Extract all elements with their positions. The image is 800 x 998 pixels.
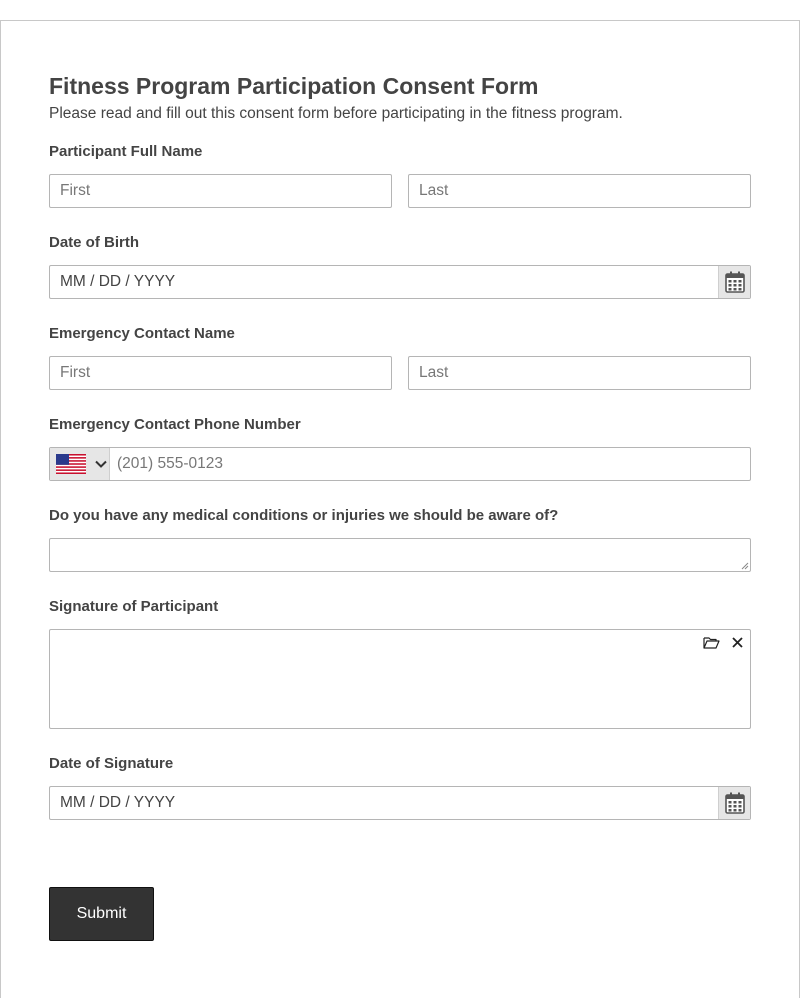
signature-date-input[interactable] — [49, 786, 751, 820]
participant-name-label: Participant Full Name — [49, 143, 203, 160]
form-subtitle: Please read and fill out this consent form before participating in the fitness program. — [49, 105, 623, 122]
signature-clear-button[interactable] — [728, 634, 746, 650]
signature-tools — [702, 634, 746, 650]
phone-placeholder: (201) 555-0123 — [117, 455, 223, 472]
participant-last-name-placeholder: Last — [419, 182, 449, 199]
form-frame — [0, 20, 800, 998]
dob-placeholder: MM / DD / YYYY — [60, 273, 176, 290]
folder-open-icon — [703, 636, 720, 649]
dob-calendar-button[interactable] — [718, 266, 750, 298]
emergency-last-name-placeholder: Last — [419, 364, 449, 381]
participant-first-name-input[interactable] — [49, 174, 392, 208]
us-flag-icon — [56, 454, 86, 474]
signature-upload-button[interactable] — [702, 634, 720, 650]
close-icon — [732, 637, 743, 648]
country-code-selector[interactable] — [50, 448, 110, 480]
signature-date-label: Date of Signature — [49, 755, 174, 772]
emergency-last-name-input[interactable] — [408, 356, 751, 390]
submit-button[interactable]: Submit — [49, 887, 154, 941]
signature-pad[interactable] — [49, 629, 751, 729]
emergency-first-name-placeholder: First — [60, 364, 91, 381]
signature-date-placeholder: MM / DD / YYYY — [60, 794, 176, 811]
signature-date-calendar-button[interactable] — [718, 787, 750, 819]
chevron-down-icon — [95, 460, 107, 468]
dob-input[interactable] — [49, 265, 751, 299]
participant-first-name-placeholder: First — [60, 182, 91, 199]
calendar-icon — [725, 271, 745, 293]
form-title: Fitness Program Participation Consent Form — [49, 73, 539, 99]
medical-conditions-label: Do you have any medical conditions or injuries we should be aware of? — [49, 507, 559, 524]
emergency-phone-input[interactable] — [49, 447, 751, 481]
dob-label: Date of Birth — [49, 234, 139, 251]
resize-handle-icon[interactable] — [741, 562, 749, 570]
calendar-icon — [725, 792, 745, 814]
emergency-phone-label: Emergency Contact Phone Number — [49, 416, 301, 433]
participant-last-name-input[interactable] — [408, 174, 751, 208]
emergency-first-name-input[interactable] — [49, 356, 392, 390]
emergency-name-label: Emergency Contact Name — [49, 325, 235, 342]
signature-label: Signature of Participant — [49, 598, 219, 615]
medical-conditions-textarea[interactable] — [49, 538, 751, 572]
